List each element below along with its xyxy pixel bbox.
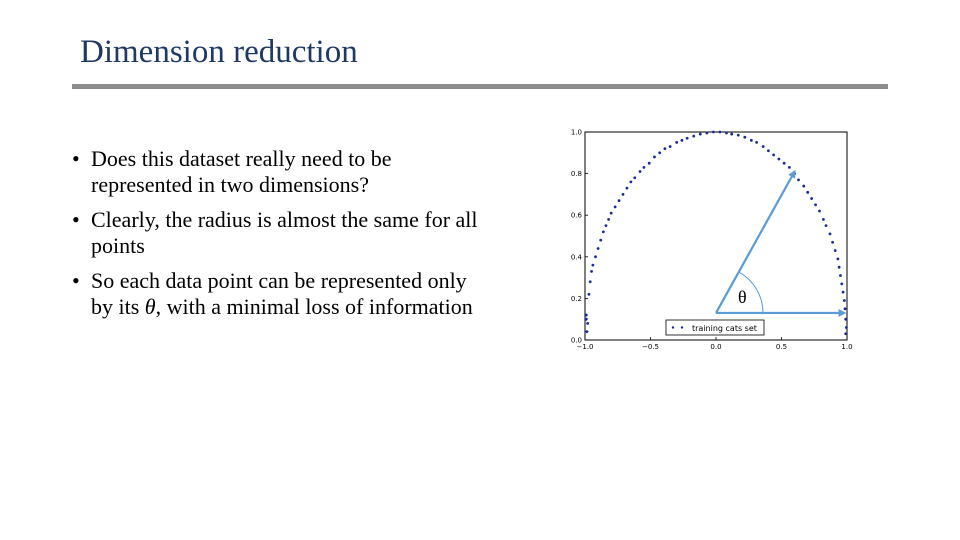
data-point bbox=[772, 153, 775, 156]
data-point bbox=[614, 205, 617, 208]
data-point bbox=[712, 131, 715, 134]
data-point bbox=[633, 176, 636, 179]
data-point bbox=[845, 326, 848, 329]
data-point bbox=[777, 158, 780, 161]
data-point bbox=[839, 274, 842, 277]
data-point bbox=[730, 133, 733, 136]
data-point bbox=[842, 291, 845, 294]
data-point bbox=[585, 314, 588, 317]
x-tick-label: −0.5 bbox=[642, 343, 659, 351]
bullet-dot: • bbox=[72, 207, 80, 232]
bullet-dot: • bbox=[72, 146, 80, 171]
data-point bbox=[844, 332, 847, 335]
bullet-text: So each data point can be represented only by its bbox=[91, 268, 467, 319]
data-point bbox=[590, 270, 593, 273]
plot-frame bbox=[585, 132, 847, 340]
data-point bbox=[594, 255, 597, 258]
data-point bbox=[653, 156, 656, 159]
data-point bbox=[788, 166, 791, 169]
bullet-item bbox=[70, 146, 480, 198]
data-point bbox=[843, 299, 846, 302]
data-point bbox=[783, 162, 786, 165]
data-point bbox=[725, 132, 728, 135]
bullet-dot: • bbox=[72, 268, 80, 293]
x-tick-label: 0.5 bbox=[775, 343, 788, 351]
data-point bbox=[589, 280, 592, 283]
data-point bbox=[669, 145, 672, 148]
data-point bbox=[586, 330, 589, 333]
y-tick-label: 0.8 bbox=[570, 170, 582, 179]
data-point bbox=[622, 193, 625, 196]
bullet-text: , with a minimal loss of information bbox=[155, 294, 473, 319]
x-tick-label: −1.0 bbox=[576, 343, 594, 351]
legend bbox=[666, 320, 764, 335]
data-point bbox=[602, 230, 605, 233]
data-point bbox=[705, 132, 708, 135]
data-point bbox=[767, 149, 770, 152]
data-point bbox=[699, 133, 702, 136]
title-divider bbox=[72, 84, 888, 89]
theta-label: θ bbox=[738, 286, 747, 307]
data-point bbox=[806, 191, 809, 194]
x-tick-label: 1.0 bbox=[841, 343, 853, 351]
data-point bbox=[610, 212, 613, 215]
bullet-text: Clearly, the radius is almost the same for all points bbox=[91, 207, 478, 258]
data-point bbox=[831, 241, 834, 244]
legend-marker bbox=[672, 326, 674, 328]
data-point bbox=[755, 141, 758, 144]
slide-title: Dimension reduction bbox=[80, 34, 358, 70]
data-point bbox=[844, 307, 847, 310]
y-tick-label: 0.6 bbox=[570, 211, 582, 220]
bullet-text: Does this dataset really need to be represented in two dimensions? bbox=[91, 146, 392, 197]
scatter-plot bbox=[560, 122, 860, 354]
bullet-item bbox=[70, 268, 480, 320]
data-point bbox=[643, 166, 646, 169]
y-tick-label: 0.2 bbox=[570, 294, 582, 303]
bullet-list bbox=[70, 146, 480, 329]
data-point bbox=[664, 147, 667, 150]
data-point bbox=[618, 199, 621, 202]
data-point bbox=[639, 170, 642, 173]
data-point bbox=[681, 139, 684, 142]
data-point bbox=[810, 197, 813, 200]
data-point bbox=[840, 282, 843, 285]
data-point bbox=[818, 210, 821, 213]
data-point bbox=[822, 218, 825, 221]
data-point bbox=[588, 293, 591, 296]
data-point bbox=[834, 249, 837, 252]
data-point bbox=[719, 131, 722, 134]
data-point bbox=[814, 203, 817, 206]
legend-marker bbox=[681, 326, 683, 328]
data-point bbox=[591, 264, 594, 267]
data-point bbox=[658, 151, 661, 154]
bullet-item bbox=[70, 207, 480, 259]
data-point bbox=[762, 145, 765, 148]
data-point bbox=[585, 318, 588, 321]
data-point bbox=[825, 224, 828, 227]
data-point bbox=[686, 137, 689, 140]
data-point bbox=[692, 135, 695, 138]
data-point bbox=[737, 134, 740, 137]
data-point bbox=[838, 266, 841, 269]
data-point bbox=[605, 224, 608, 227]
data-point bbox=[743, 136, 746, 139]
x-tick-label: 0.0 bbox=[710, 343, 722, 351]
data-point bbox=[750, 139, 753, 142]
y-tick-label: 0.0 bbox=[570, 336, 582, 345]
data-point bbox=[648, 162, 651, 165]
legend-label: training cats set bbox=[692, 324, 757, 333]
data-point bbox=[829, 233, 832, 236]
data-point bbox=[586, 322, 589, 325]
data-point bbox=[599, 239, 602, 242]
y-tick-label: 0.4 bbox=[570, 253, 582, 262]
data-point bbox=[797, 178, 800, 181]
data-point bbox=[607, 218, 610, 221]
scatter-figure bbox=[560, 122, 860, 354]
data-point bbox=[844, 318, 847, 321]
theta-symbol: θ bbox=[144, 294, 156, 319]
data-point bbox=[836, 257, 839, 260]
data-point bbox=[675, 141, 678, 144]
data-point bbox=[597, 247, 600, 250]
y-tick-label: 1.0 bbox=[570, 128, 582, 137]
data-point bbox=[626, 187, 629, 190]
data-point bbox=[802, 185, 805, 188]
data-point bbox=[629, 181, 632, 184]
